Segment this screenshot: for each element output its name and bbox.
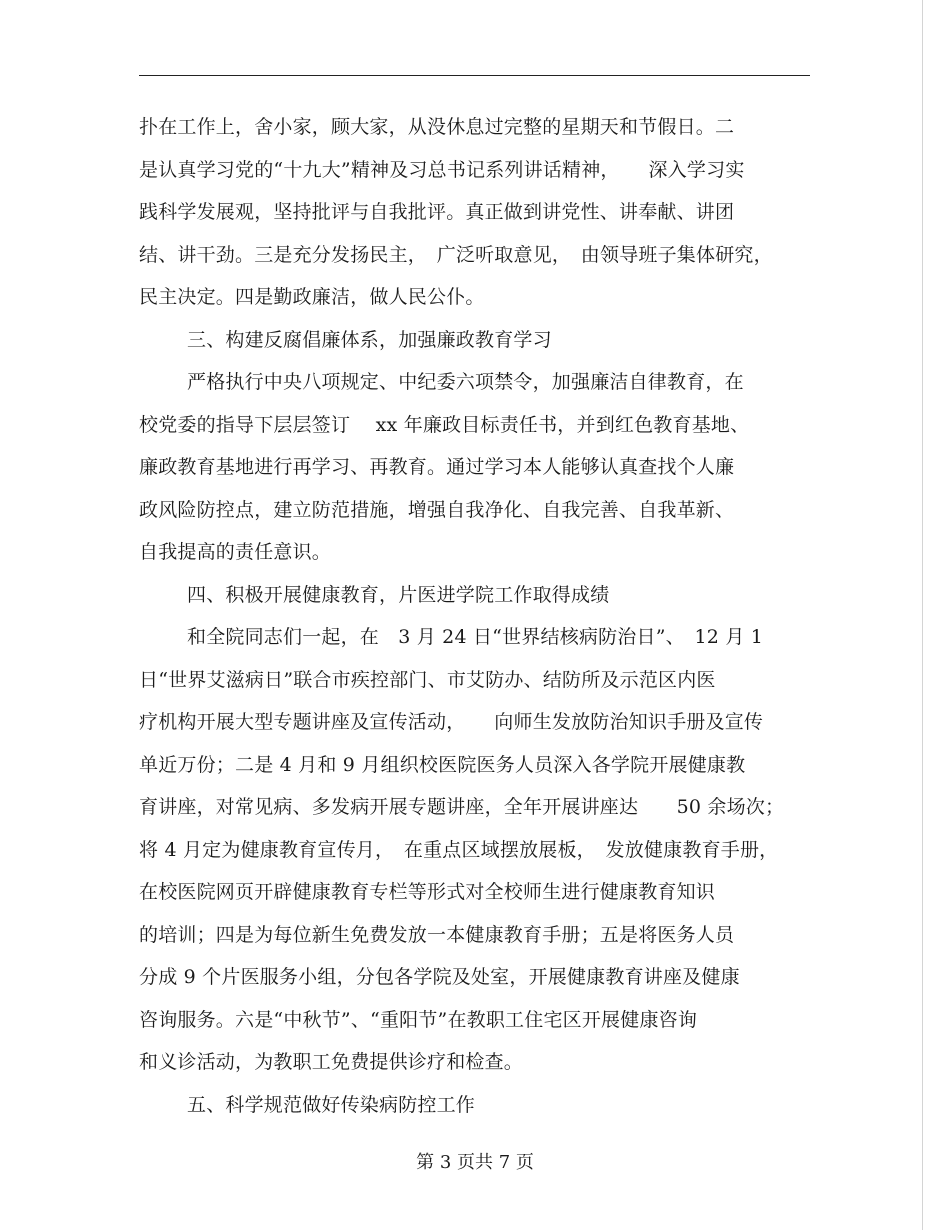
body-line: 将 4 月定为健康教育宣传月， 在重点区域摆放展板， 发放健康教育手册，	[139, 838, 779, 861]
body-line: 政风险防控点，建立防范措施，增强自我净化、自我完善、自我革新、	[139, 498, 735, 521]
body-line: 自我提高的责任意识。	[139, 541, 332, 563]
body-line: 和义诊活动，为教职工免费提供诊疗和检查。	[139, 1051, 524, 1073]
body-line: 是认真学习党的“十九大”精神及习总书记系列讲话精神， 深入学习实	[139, 158, 745, 181]
body-line: 的培训；四是为每位新生免费发放一本健康教育手册；五是将医务人员	[139, 923, 735, 946]
body-line: 民主决定。四是勤政廉洁，做人民公仆。	[139, 286, 485, 308]
body-line: 疗机构开展大型专题讲座及宣传活动， 向师生发放防治知识手册及宣传	[139, 711, 764, 733]
body-line: 廉政教育基地进行再学习、再教育。通过学习本人能够认真查找个人廉	[139, 456, 735, 478]
document-body	[139, 106, 814, 1126]
body-line: 严格执行中央八项规定、中纪委六项禁令，加强廉洁自律教育，在	[187, 371, 744, 393]
body-line: 日“世界艾滋病日”联合市疾控部门、市艾防办、结防所及示范区内医	[139, 668, 716, 691]
body-line: 扑在工作上，舍小家，顾大家，从没休息过完整的星期天和节假日。二	[139, 116, 735, 138]
body-line: 结、讲干劲。三是充分发扬民主， 广泛听取意见， 由领导班子集体研究，	[139, 243, 773, 266]
body-line: 分成 9 个片医服务小组，分包各学院及处室，开展健康教育讲座及健康	[139, 966, 740, 988]
body-line: 践科学发展观，坚持批评与自我批评。真正做到讲党性、讲奉献、讲团	[139, 201, 735, 223]
section-heading: 四、积极开展健康教育，片医进学院工作取得成绩	[187, 583, 610, 606]
body-line: 单近万份；二是 4 月和 9 月组织校医院医务人员深入各学院开展健康教	[139, 753, 746, 776]
body-line: 咨询服务。六是“中秋节”、“重阳节”在教职工住宅区开展健康咨询	[139, 1008, 698, 1031]
body-line: 和全院同志们一起，在 3 月 24 日“世界结核病防治日”、 12 月 1	[187, 626, 764, 648]
page-edge-divider	[922, 0, 923, 1230]
body-line: 在校医院网页开辟健康教育专栏等形式对全校师生进行健康教育知识	[139, 881, 716, 903]
body-line: 育讲座，对常见病、多发病开展专题讲座，全年开展讲座达 50 余场次；	[139, 796, 785, 818]
page-number-footer: 第 3 页共 7 页	[416, 1152, 534, 1173]
section-heading: 三、构建反腐倡廉体系，加强廉政教育学习	[187, 328, 552, 351]
section-heading: 五、科学规范做好传染病防控工作	[187, 1093, 476, 1116]
body-line: 校党委的指导下层层签订 xx 年廉政目标责任书，并到红色教育基地、	[139, 413, 750, 436]
header-rule	[139, 75, 810, 76]
